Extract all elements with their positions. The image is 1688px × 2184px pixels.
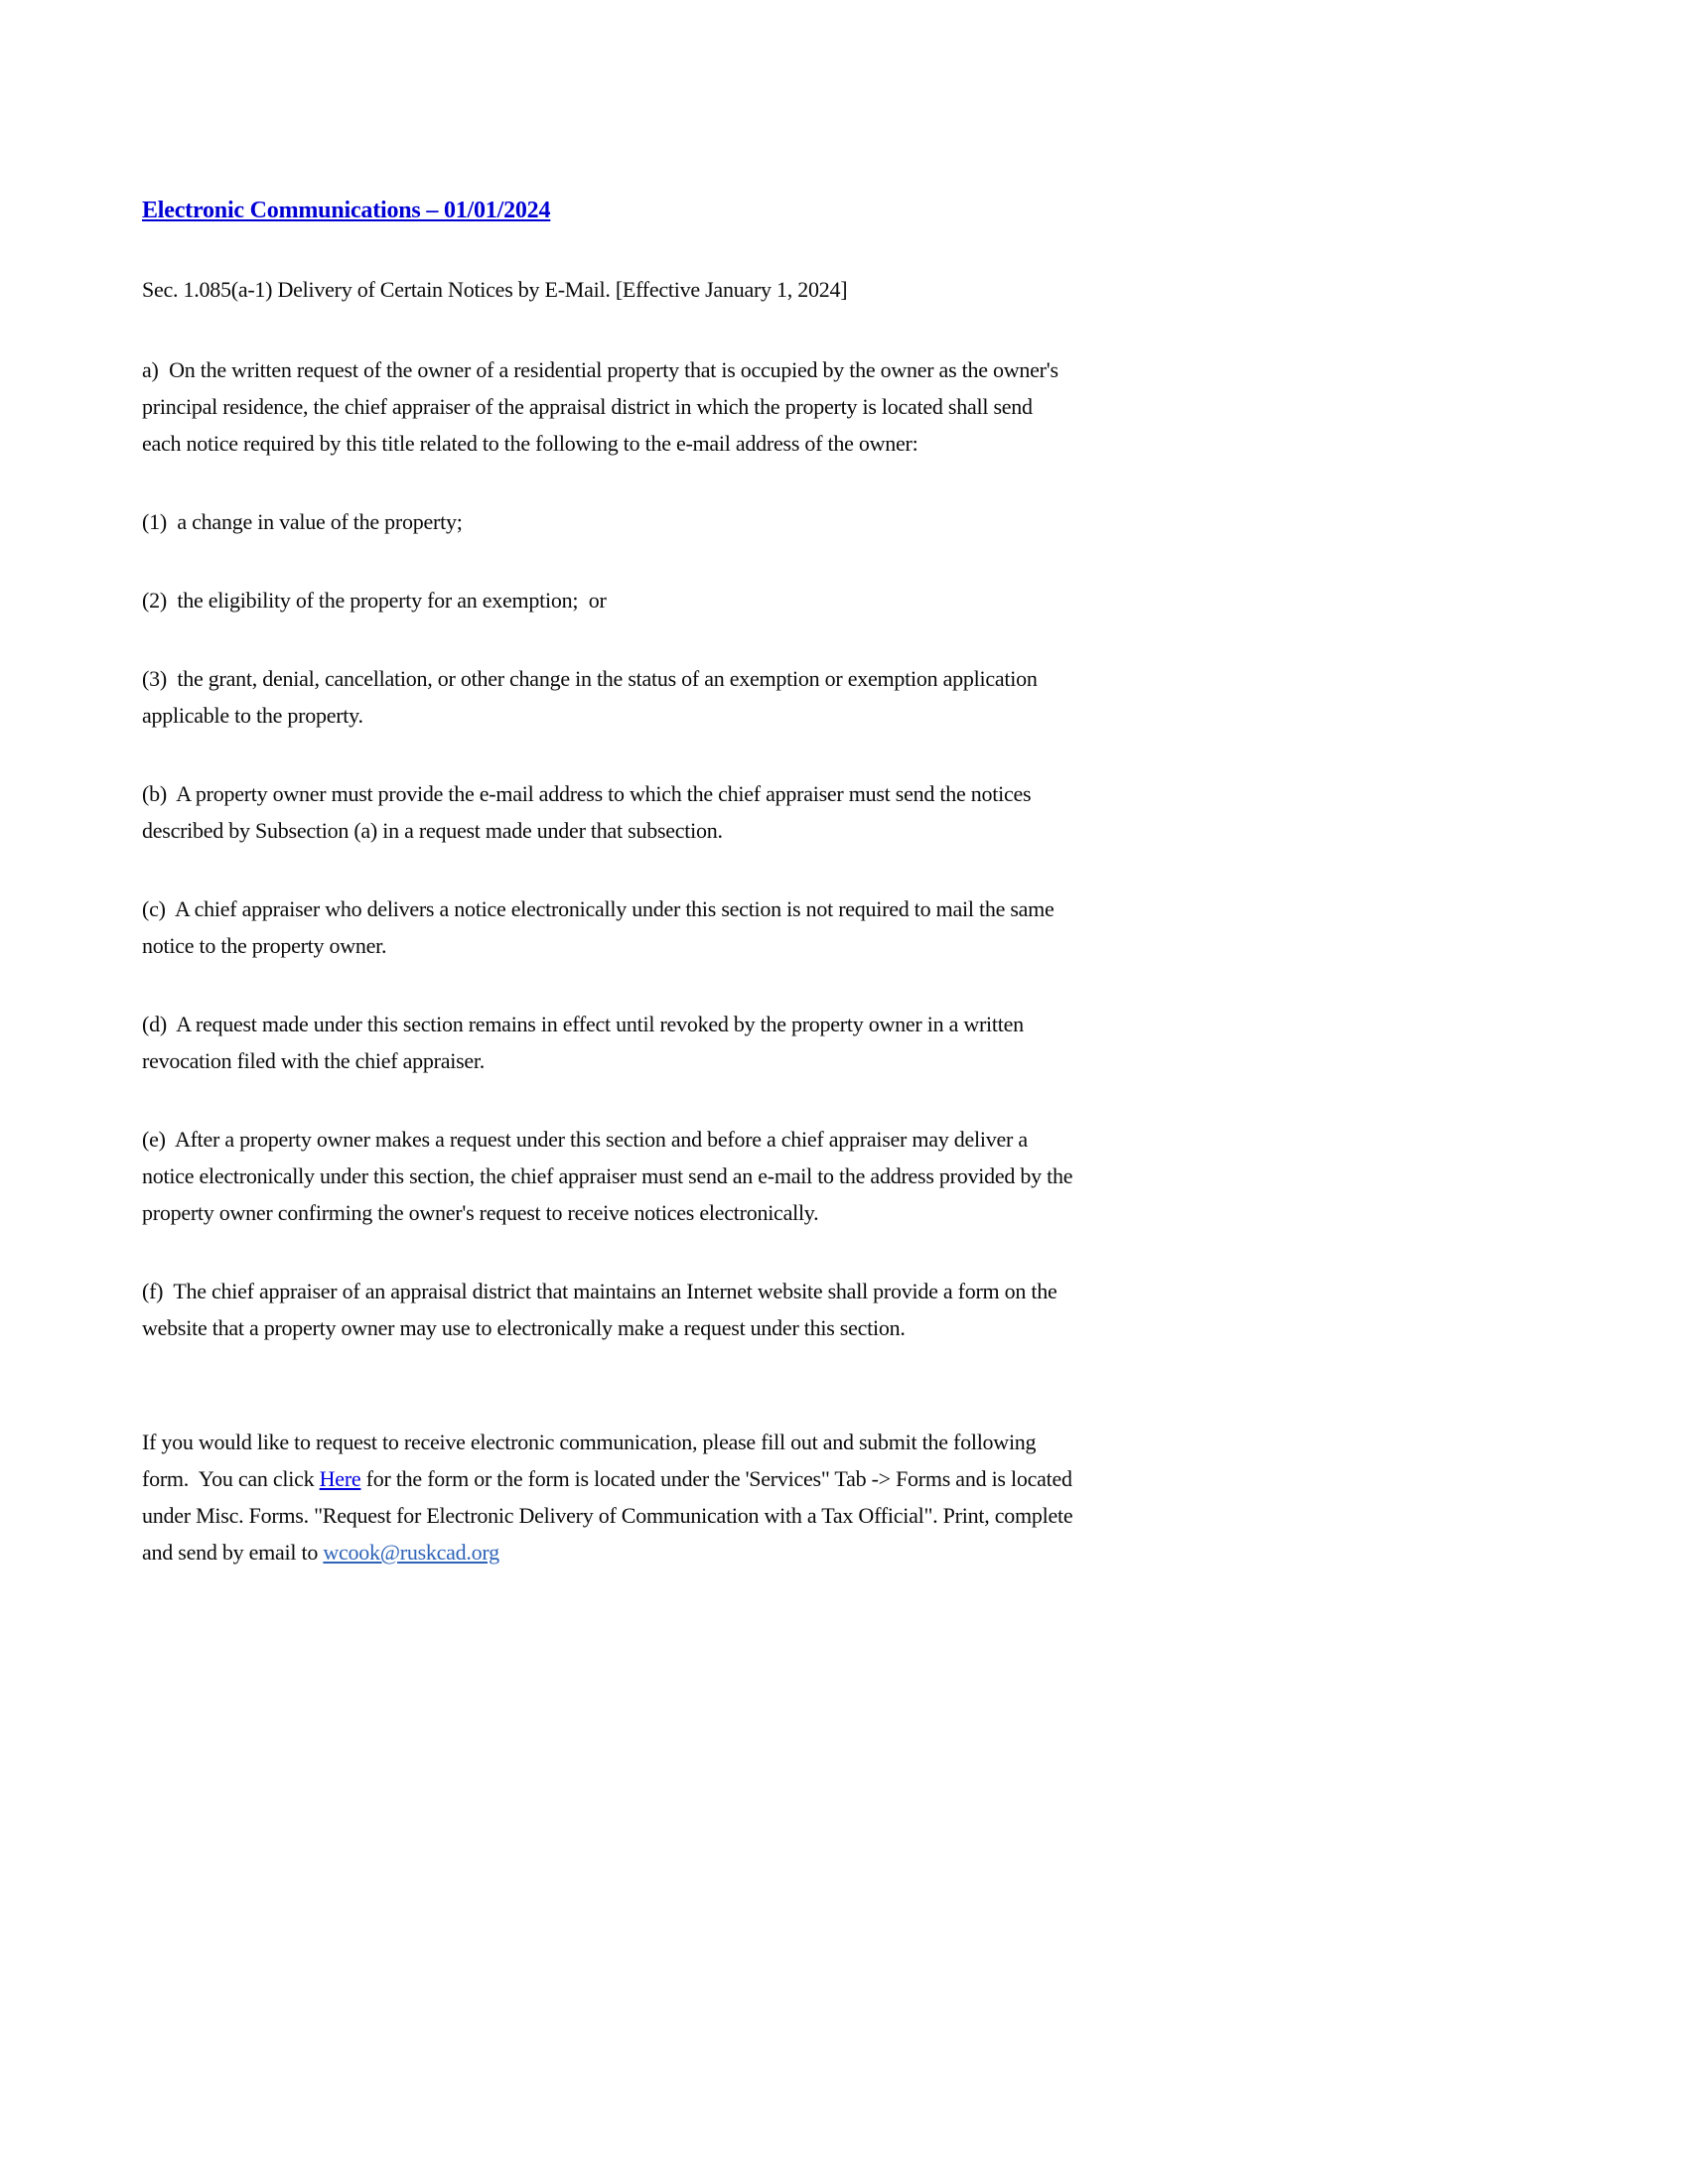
closing-text-segment: If you would like to request to receive electronic communication, please fill out and submit the following form. You can click [142,1430,1037,1491]
statute-item-1: (1) a change in value of the property; [142,509,463,534]
statute-paragraph-a: a) On the written request of the owner of a residential property that is occupied by the owner as the owner's principal residence, the chief appraiser of the appraisal district in which the property is located shall send each notice required by this title related to the following to the e-mail address of the owner: [142,357,1058,456]
closing-text-segment: for the form or the form is located under the 'Services" Tab -> Forms and is located under Misc. Forms. "Request for Electronic Delivery of Communication with a Tax Official". Print, complete and send by email to [142,1466,1073,1565]
statute-paragraph-c: (c) A chief appraiser who delivers a notice electronically under this section is not required to mail the same notice to the property owner. [142,896,1055,958]
closing-instructions-paragraph [142,1424,1075,1570]
statute-paragraph-f: (f) The chief appraiser of an appraisal district that maintains an Internet website shall provide a form on the website that a property owner may use to electronically make a request under this section. [142,1279,1057,1340]
statute-paragraph-e: (e) After a property owner makes a request under this section and before a chief appraiser may deliver a notice electronically under this section, the chief appraiser must send an e-mail to the address provided by the property owner confirming the owner's request to receive notices electronically. [142,1127,1073,1225]
document-heading: Electronic Communications – 01/01/2024 [142,198,551,223]
email-link[interactable]: wcook@ruskcad.org [323,1540,499,1565]
statute-paragraph-b: (b) A property owner must provide the e-mail address to which the chief appraiser must send the notices described by Subsection (a) in a request made under that subsection. [142,781,1032,843]
statute-paragraph-d: (d) A request made under this section remains in effect until revoked by the property owner in a written revocation filed with the chief appraiser. [142,1012,1024,1073]
document-content [142,196,1075,1570]
here-form-link[interactable]: Here [319,1466,361,1491]
section-title: Sec. 1.085(a-1) Delivery of Certain Notices by E-Mail. [Effective January 1, 2024] [142,277,848,302]
statute-item-3: (3) the grant, denial, cancellation, or other change in the status of an exemption or exemption application applicable to the property. [142,666,1038,728]
statute-item-2: (2) the eligibility of the property for an exemption; or [142,588,607,613]
